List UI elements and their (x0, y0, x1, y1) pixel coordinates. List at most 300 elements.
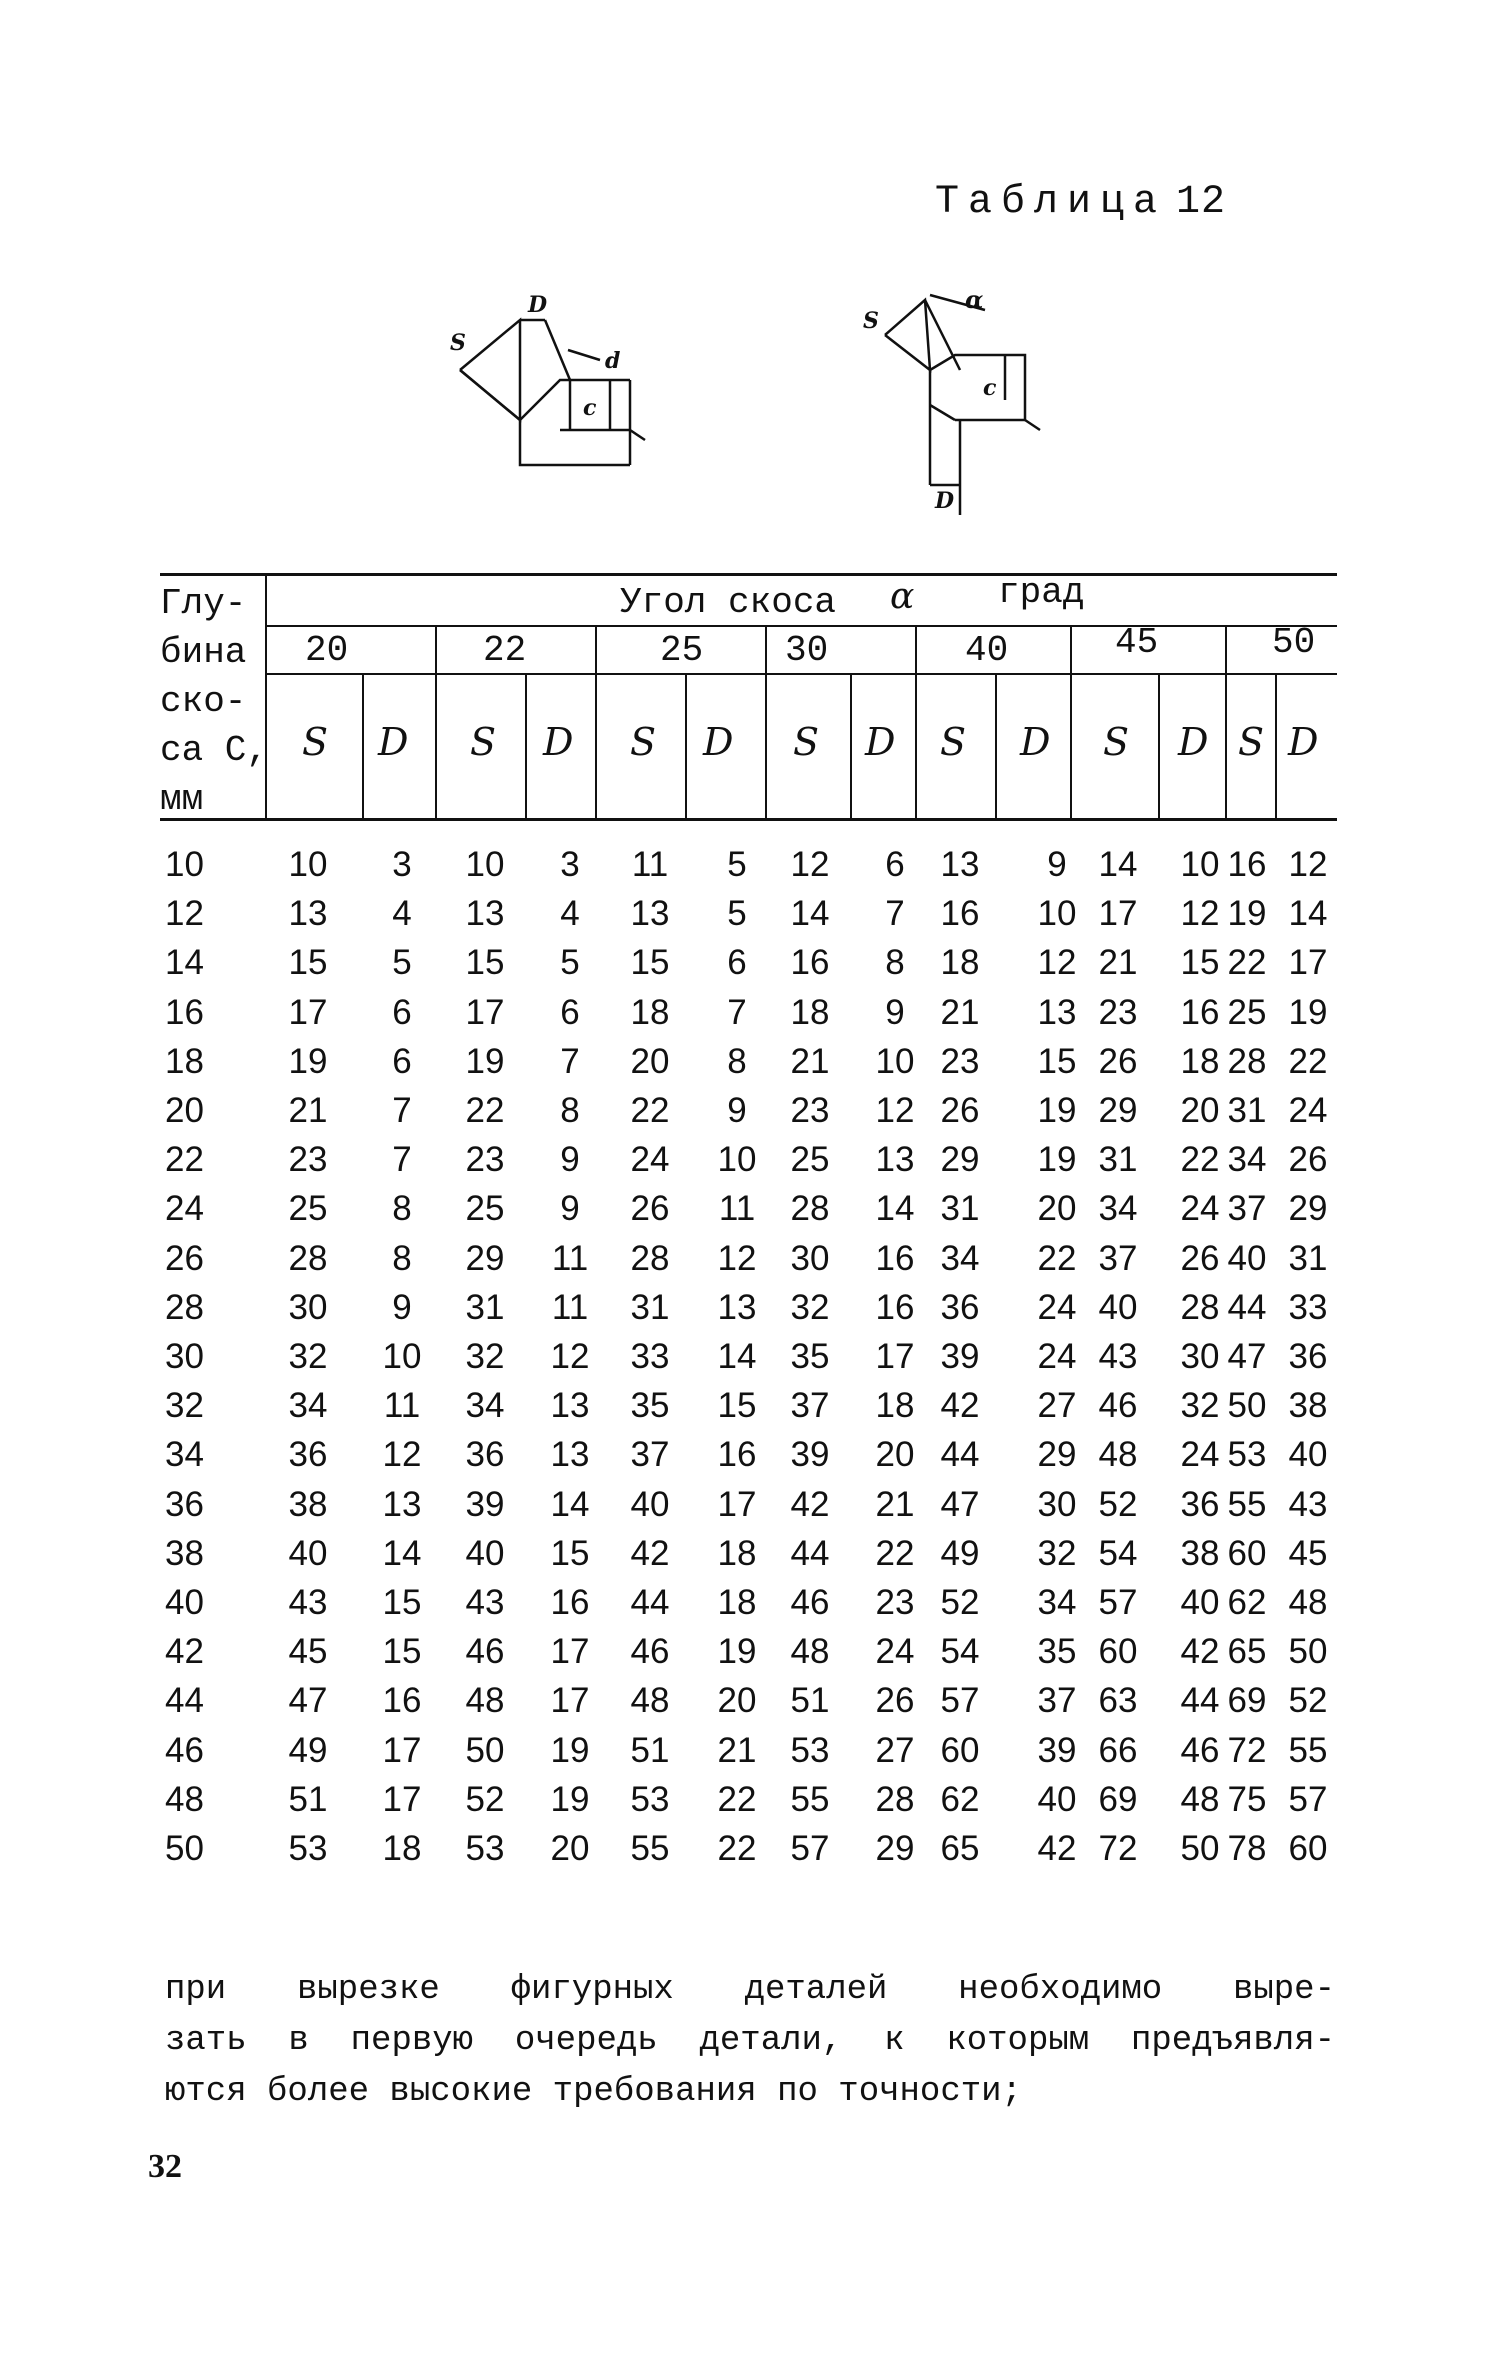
table-cell: 8 (560, 1091, 580, 1130)
table-cell: 40 (288, 1533, 328, 1573)
table-cell: 49 (288, 1730, 328, 1770)
table-cell: 12 (717, 1238, 757, 1278)
table-cell: 42 (630, 1533, 670, 1573)
table-cell: 30 (1037, 1484, 1077, 1524)
table-cell: 17 (550, 1681, 590, 1721)
table-cell: 37 (790, 1386, 830, 1426)
table-cell: 38 (1180, 1533, 1220, 1573)
table-cell: 17 (1288, 943, 1328, 983)
table-cell: 11 (718, 1189, 756, 1229)
table-cell: 52 (465, 1779, 505, 1819)
table-cell: 22 (630, 1091, 670, 1130)
table-cell: 28 (1227, 1041, 1267, 1081)
col-divider (435, 627, 437, 820)
sub-header-d: D (1288, 720, 1319, 764)
table-cell: 18 (940, 943, 980, 983)
table-cell: 52 (940, 1583, 980, 1622)
table-cell: 10 (717, 1140, 757, 1180)
table-cell: 18 (717, 1583, 757, 1622)
table-cell: 7 (392, 1140, 412, 1180)
table-cell: 75 (1227, 1779, 1267, 1819)
table-cell: 40 (1227, 1238, 1267, 1278)
table-cell: 14 (550, 1484, 590, 1524)
table-cell: 53 (790, 1730, 830, 1770)
table-cell: 24 (1180, 1435, 1220, 1475)
table-cell: 51 (288, 1779, 328, 1819)
table-cell: 36 (940, 1287, 980, 1327)
table-cell: 37 (1098, 1238, 1138, 1278)
table-cell: 48 (630, 1681, 670, 1721)
sub-divider (850, 675, 852, 820)
sub-divider (995, 675, 997, 820)
table-cell: 24 (875, 1632, 915, 1672)
table-cell: 48 (790, 1632, 830, 1672)
table-cell: 16 (940, 894, 980, 934)
table-cell: 9 (560, 1189, 580, 1229)
table-cell: 31 (1227, 1091, 1267, 1130)
table-cell: 19 (1037, 1091, 1077, 1130)
table-cell: 42 (1180, 1632, 1220, 1672)
table-cell: 47 (940, 1484, 980, 1524)
table-cell: 22 (717, 1829, 757, 1868)
table-cell: 31 (465, 1287, 505, 1327)
table-cell: 28 (630, 1238, 670, 1278)
table-cell: 37 (1227, 1189, 1267, 1229)
table-cell: 23 (288, 1140, 328, 1180)
table-cell: 20 (1180, 1091, 1220, 1130)
row-depth-cell: 42 (165, 1632, 204, 1672)
table-cell: 30 (288, 1287, 328, 1327)
table-cell: 16 (382, 1681, 422, 1721)
table-cell: 47 (288, 1681, 328, 1721)
table-cell: 28 (875, 1779, 915, 1819)
table-cell: 50 (465, 1730, 505, 1770)
table-cell: 46 (630, 1632, 670, 1672)
table-cell: 8 (885, 943, 905, 983)
table-cell: 13 (630, 894, 670, 934)
table-cell: 25 (288, 1189, 328, 1229)
row-depth-cell: 20 (165, 1091, 204, 1130)
header-first-col-line: мм (160, 779, 204, 820)
table-cell: 44 (1227, 1287, 1267, 1327)
figure-label: D (935, 488, 955, 514)
figure-label: c (583, 395, 597, 421)
angle-value: 40 (965, 630, 1009, 671)
table-cell: 19 (1227, 894, 1267, 934)
table-cell: 23 (790, 1091, 830, 1130)
table-cell: 40 (465, 1533, 505, 1573)
table-cell: 14 (875, 1189, 915, 1229)
table-cell: 46 (790, 1583, 830, 1622)
table-cell: 19 (1288, 992, 1328, 1032)
table-cell: 11 (551, 1287, 589, 1327)
table-cell: 6 (392, 1041, 412, 1081)
row-depth-cell: 30 (165, 1337, 204, 1376)
table-cell: 28 (288, 1238, 328, 1278)
table-cell: 19 (550, 1779, 590, 1819)
table-cell: 26 (1098, 1041, 1138, 1081)
table-cell: 21 (288, 1091, 328, 1130)
table-cell: 26 (940, 1091, 980, 1130)
table-cell: 32 (465, 1337, 505, 1376)
table-cell: 9 (392, 1287, 412, 1327)
table-cell: 24 (1037, 1287, 1077, 1327)
body-paragraph (165, 1965, 1335, 2118)
table-cell: 8 (392, 1238, 412, 1278)
table-cell: 12 (1180, 894, 1220, 934)
col-divider (595, 627, 597, 820)
table-cell: 13 (465, 894, 505, 934)
angle-value: 50 (1272, 622, 1316, 663)
col-divider (1070, 627, 1072, 820)
angle-value: 45 (1115, 622, 1159, 663)
table-cell: 51 (630, 1730, 670, 1770)
header-first-col-line: ско- (160, 681, 247, 722)
table-cell: 46 (465, 1632, 505, 1672)
table-cell: 48 (465, 1681, 505, 1721)
table-cell: 22 (1288, 1041, 1328, 1081)
table-cell: 72 (1098, 1829, 1138, 1868)
table-cell: 14 (1098, 845, 1138, 884)
paragraph-line: ются более высокие требования по точности; (165, 2073, 1022, 2111)
table-cell: 24 (1288, 1091, 1328, 1130)
table-cell: 5 (392, 943, 412, 983)
table-cell: 7 (560, 1041, 580, 1081)
header-first-col-line: Глу- (160, 583, 247, 624)
table-cell: 29 (875, 1829, 915, 1868)
table-cell: 27 (875, 1730, 915, 1770)
table-cell: 16 (550, 1583, 590, 1622)
table-cell: 60 (1098, 1632, 1138, 1672)
table-cell: 22 (1227, 943, 1267, 983)
row-depth-cell: 46 (165, 1730, 204, 1770)
table-cell: 46 (1098, 1386, 1138, 1426)
table-cell: 34 (1227, 1140, 1267, 1180)
table-cell: 7 (392, 1091, 412, 1130)
table-cell: 24 (630, 1140, 670, 1180)
table-cell: 8 (727, 1041, 747, 1081)
table-cell: 42 (790, 1484, 830, 1524)
table-cell: 6 (560, 992, 580, 1032)
table-cell: 15 (630, 943, 670, 983)
table-cell: 50 (1288, 1632, 1328, 1672)
left-bevel-diagram (440, 290, 670, 475)
table-cell: 28 (790, 1189, 830, 1229)
table-cell: 21 (940, 992, 980, 1032)
angle-value: 22 (483, 630, 527, 671)
figure-label: c (983, 375, 997, 401)
sub-header-d: D (1178, 720, 1209, 764)
table-cell: 53 (288, 1829, 328, 1868)
table-cell: 28 (1180, 1287, 1220, 1327)
table-cell: 19 (1037, 1140, 1077, 1180)
table-cell: 43 (1098, 1337, 1138, 1376)
figure-label: d (605, 348, 621, 374)
table-cell: 17 (465, 992, 505, 1032)
table-cell: 60 (1288, 1829, 1328, 1868)
table-cell: 48 (1288, 1583, 1328, 1622)
table-cell: 19 (465, 1041, 505, 1081)
table-cell: 43 (288, 1583, 328, 1622)
sub-divider (685, 675, 687, 820)
table-cell: 55 (1227, 1484, 1267, 1524)
sub-header-s: S (302, 720, 329, 764)
table-cell: 29 (1098, 1091, 1138, 1130)
table-cell: 44 (630, 1583, 670, 1622)
table-cell: 31 (940, 1189, 980, 1229)
sub-divider (525, 675, 527, 820)
sub-header-s: S (1103, 720, 1130, 764)
table-cell: 32 (790, 1287, 830, 1327)
row-depth-cell: 12 (165, 894, 204, 934)
table-cell: 8 (392, 1189, 412, 1229)
figure-label: S (450, 330, 466, 356)
table-cell: 31 (630, 1287, 670, 1327)
table-cell: 55 (1288, 1730, 1328, 1770)
table-cell: 30 (790, 1238, 830, 1278)
col-divider (265, 573, 267, 820)
figure-label: S (863, 308, 879, 334)
table-cell: 16 (717, 1435, 757, 1475)
table-cell: 30 (1180, 1337, 1220, 1376)
header-rule-1 (265, 625, 1337, 627)
table-cell: 18 (790, 992, 830, 1032)
table-cell: 25 (790, 1140, 830, 1180)
table-cell: 22 (465, 1091, 505, 1130)
table-cell: 25 (465, 1189, 505, 1229)
row-depth-cell: 32 (165, 1386, 204, 1426)
row-depth-cell: 26 (165, 1238, 204, 1278)
table-cell: 31 (1098, 1140, 1138, 1180)
table-cell: 23 (465, 1140, 505, 1180)
table-cell: 44 (1180, 1681, 1220, 1721)
table-cell: 4 (392, 894, 412, 934)
table-cell: 21 (790, 1041, 830, 1081)
table-cell: 13 (717, 1287, 757, 1327)
table-cell: 32 (1037, 1533, 1077, 1573)
angle-value: 30 (785, 630, 829, 671)
table-cell: 17 (382, 1730, 422, 1770)
table-cell: 53 (465, 1829, 505, 1868)
row-depth-cell: 22 (165, 1140, 204, 1180)
table-cell: 66 (1098, 1730, 1138, 1770)
angle-title: Угол скоса (620, 582, 837, 623)
table-cell: 12 (382, 1435, 422, 1475)
table-cell: 21 (1098, 943, 1138, 983)
table-cell: 13 (875, 1140, 915, 1180)
table-cell: 18 (1180, 1041, 1220, 1081)
table-cell: 35 (630, 1386, 670, 1426)
table-cell: 57 (1098, 1583, 1138, 1622)
table-cell: 21 (875, 1484, 915, 1524)
header-first-col-line: бина (160, 632, 247, 673)
figure-label: α (965, 285, 984, 314)
table-cell: 24 (1037, 1337, 1077, 1376)
table-cell: 29 (465, 1238, 505, 1278)
table-cell: 48 (1098, 1435, 1138, 1475)
table-cell: 37 (1037, 1681, 1077, 1721)
table-cell: 16 (875, 1238, 915, 1278)
table-cell: 55 (790, 1779, 830, 1819)
table-cell: 35 (790, 1337, 830, 1376)
table-cell: 51 (790, 1681, 830, 1721)
table-cell: 23 (1098, 992, 1138, 1032)
sub-header-d: D (1020, 720, 1051, 764)
table-cell: 18 (382, 1829, 422, 1868)
table-cell: 10 (382, 1337, 422, 1376)
table-cell: 38 (288, 1484, 328, 1524)
sub-header-s: S (793, 720, 820, 764)
sub-header-s: S (1238, 720, 1265, 764)
table-cell: 9 (1047, 845, 1067, 884)
table-cell: 43 (1288, 1484, 1328, 1524)
row-depth-cell: 36 (165, 1484, 204, 1524)
table-cell: 57 (1288, 1779, 1328, 1819)
table-cell: 60 (1227, 1533, 1267, 1573)
table-cell: 62 (940, 1779, 980, 1819)
table-cell: 48 (1180, 1779, 1220, 1819)
table-cell: 40 (1037, 1779, 1077, 1819)
table-cell: 35 (1037, 1632, 1077, 1672)
header-rule-2 (265, 673, 1337, 675)
table-cell: 13 (550, 1435, 590, 1475)
table-cell: 23 (875, 1583, 915, 1622)
table-cell: 13 (550, 1386, 590, 1426)
table-cell: 45 (1288, 1533, 1328, 1573)
table-cell: 15 (550, 1533, 590, 1573)
table-cell: 52 (1288, 1681, 1328, 1721)
table-cell: 50 (1180, 1829, 1220, 1868)
table-cell: 12 (790, 845, 830, 884)
table-cell: 24 (1180, 1189, 1220, 1229)
row-depth-cell: 24 (165, 1189, 204, 1229)
row-depth-cell: 28 (165, 1287, 204, 1327)
table-cell: 44 (790, 1533, 830, 1573)
header-first-col-line: са C, (160, 730, 269, 771)
table-cell: 12 (550, 1337, 590, 1376)
table-cell: 13 (288, 894, 328, 934)
table-cell: 34 (465, 1386, 505, 1426)
table-cell: 27 (1037, 1386, 1077, 1426)
table-cell: 26 (875, 1681, 915, 1721)
table-cell: 5 (727, 845, 747, 884)
table-cell: 57 (790, 1829, 830, 1868)
row-depth-cell: 14 (165, 943, 204, 983)
figure-label: D (528, 292, 548, 318)
table-cell: 3 (560, 845, 580, 884)
table-cell: 16 (790, 943, 830, 983)
table-cell: 40 (1098, 1287, 1138, 1327)
table-cell: 69 (1098, 1779, 1138, 1819)
table-cell: 17 (382, 1779, 422, 1819)
row-depth-cell: 44 (165, 1681, 204, 1721)
table-cell: 15 (1037, 1041, 1077, 1081)
table-title (935, 180, 1226, 225)
table-cell: 34 (288, 1386, 328, 1426)
col-divider (1225, 627, 1227, 820)
table-cell: 18 (630, 992, 670, 1032)
table-cell: 19 (550, 1730, 590, 1770)
table-cell: 3 (392, 845, 412, 884)
table-cell: 15 (465, 943, 505, 983)
table-cell: 65 (940, 1829, 980, 1868)
table-cell: 32 (1180, 1386, 1220, 1426)
table-cell: 37 (630, 1435, 670, 1475)
table-cell: 12 (1037, 943, 1077, 983)
table-cell: 43 (465, 1583, 505, 1622)
table-cell: 69 (1227, 1681, 1267, 1721)
table-cell: 29 (1037, 1435, 1077, 1475)
paragraph-line: зать в первую очередь детали, к которым предъявля- (165, 2022, 1335, 2060)
table-cell: 36 (1288, 1337, 1328, 1376)
table-cell: 10 (875, 1041, 915, 1081)
table-cell: 34 (1037, 1583, 1077, 1622)
table-cell: 42 (940, 1386, 980, 1426)
table-cell: 34 (1098, 1189, 1138, 1229)
table-cell: 53 (630, 1779, 670, 1819)
sub-header-d: D (543, 720, 574, 764)
table-cell: 60 (940, 1730, 980, 1770)
angle-value: 20 (305, 630, 349, 671)
table-cell: 49 (940, 1533, 980, 1573)
table-cell: 14 (382, 1533, 422, 1573)
table-cell: 65 (1227, 1632, 1267, 1672)
table-cell: 57 (940, 1681, 980, 1721)
table-cell: 36 (1180, 1484, 1220, 1524)
table-cell: 14 (1288, 894, 1328, 934)
table-cell: 7 (727, 992, 747, 1032)
table-cell: 29 (940, 1140, 980, 1180)
table-cell: 6 (727, 943, 747, 983)
table-cell: 7 (885, 894, 905, 934)
row-depth-cell: 50 (165, 1829, 204, 1868)
sub-header-s: S (470, 720, 497, 764)
table-header-bottom-rule (160, 818, 1337, 821)
table-cell: 45 (288, 1632, 328, 1672)
sub-header-d: D (378, 720, 409, 764)
table-cell: 40 (1288, 1435, 1328, 1475)
table-cell: 50 (1227, 1386, 1267, 1426)
row-depth-cell: 18 (165, 1041, 204, 1081)
table-cell: 12 (875, 1091, 915, 1130)
col-divider (915, 627, 917, 820)
table-cell: 22 (875, 1533, 915, 1573)
table-cell: 40 (630, 1484, 670, 1524)
row-depth-cell: 10 (165, 845, 204, 884)
table-cell: 17 (550, 1632, 590, 1672)
table-cell: 33 (630, 1337, 670, 1376)
table-cell: 15 (382, 1583, 422, 1622)
table-cell: 63 (1098, 1681, 1138, 1721)
table-cell: 42 (1037, 1829, 1077, 1868)
col-divider (765, 627, 767, 820)
table-cell: 9 (885, 992, 905, 1032)
table-cell: 11 (383, 1386, 421, 1426)
table-cell: 22 (1180, 1140, 1220, 1180)
sub-header-d: D (703, 720, 734, 764)
table-cell: 15 (1180, 943, 1220, 983)
angle-unit: град (998, 572, 1085, 613)
table-cell: 40 (1180, 1583, 1220, 1622)
table-cell: 6 (392, 992, 412, 1032)
table-cell: 46 (1180, 1730, 1220, 1770)
table-cell: 20 (717, 1681, 757, 1721)
row-depth-cell: 48 (165, 1779, 204, 1819)
table-cell: 25 (1227, 992, 1267, 1032)
table-cell: 15 (382, 1632, 422, 1672)
table-cell: 18 (717, 1533, 757, 1573)
table-cell: 21 (717, 1730, 757, 1770)
